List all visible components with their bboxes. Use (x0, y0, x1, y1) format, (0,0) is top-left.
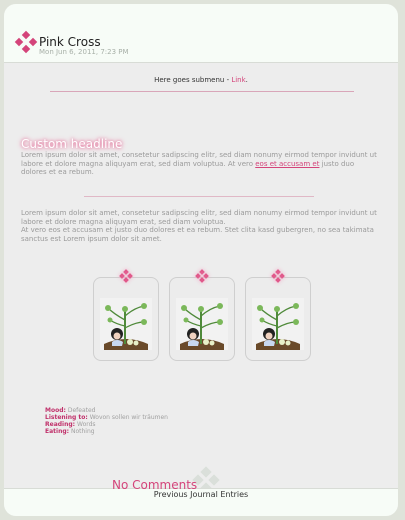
paragraph-2-line-1: Lorem ipsum dolor sit amet, consetetur sadipscing elitr, sed diam nonumy eirmod tempor invidunt ut labore et dolore magna aliquyam erat, sed diam voluptua. (21, 209, 377, 226)
reading-value: Words (76, 421, 96, 428)
thumbnail-1[interactable] (93, 277, 159, 361)
tree-girl-image (100, 298, 152, 350)
submenu-divider (50, 91, 354, 92)
pink-cross-icon (120, 270, 132, 282)
paragraph-2-line-2: At vero eos et accusam et justo duo dolores et ea rebum. Stet clita kasd gubergren, no sea takimata sanctus est Lorem ipsum dolor sit amet. (21, 226, 374, 243)
journal-header (4, 4, 398, 63)
article-paragraph-2 (21, 209, 381, 243)
mood-label: Mood: (45, 407, 66, 414)
thumbnail-3[interactable] (245, 277, 311, 361)
paragraph-1-link[interactable]: eos et accusam et (255, 159, 320, 168)
meta-eating (45, 428, 168, 435)
previous-entries-link[interactable]: Previous Journal Entries (153, 490, 249, 499)
tree-girl-image (252, 298, 304, 350)
reading-label: Reading: (45, 421, 76, 428)
submenu-suffix: . (245, 76, 248, 84)
pink-cross-logo-icon (16, 32, 36, 52)
journal-card (4, 4, 398, 516)
pink-cross-icon (272, 270, 284, 282)
custom-headline: Custom headline (21, 137, 123, 151)
eating-value: Nothing (70, 428, 95, 435)
journal-date: Mon Jun 6, 2011, 7:23 PM (39, 48, 129, 56)
listening-value: Wovon sollen wir träumen (89, 414, 168, 421)
tree-girl-image (176, 298, 228, 350)
listening-label: Listening to: (45, 414, 88, 421)
meta-listening (45, 414, 168, 421)
paragraph-1-text: Lorem ipsum dolor sit amet, consetetur sadipscing elitr, sed diam nonumy eirmod tempor invidunt ut labore et dolore magna aliquyam erat, sed diam voluptua. At vero (21, 151, 377, 168)
journal-meta (45, 407, 168, 435)
journal-title: Pink Cross (39, 35, 101, 49)
article-paragraph-1 (21, 151, 381, 177)
no-comments-link[interactable]: No Comments (112, 478, 198, 492)
article-divider (84, 196, 314, 197)
submenu (4, 76, 398, 84)
eating-label: Eating: (45, 428, 70, 435)
mood-value: Defeated (67, 407, 96, 414)
pink-cross-icon (196, 270, 208, 282)
paragraph-1-tail: justo duo dolores et ea rebum. (21, 159, 355, 176)
meta-reading (45, 421, 168, 428)
submenu-text: Here goes submenu - (154, 76, 232, 84)
submenu-link[interactable]: Link (231, 76, 246, 84)
thumbnail-2[interactable] (169, 277, 235, 361)
meta-mood (45, 407, 168, 414)
